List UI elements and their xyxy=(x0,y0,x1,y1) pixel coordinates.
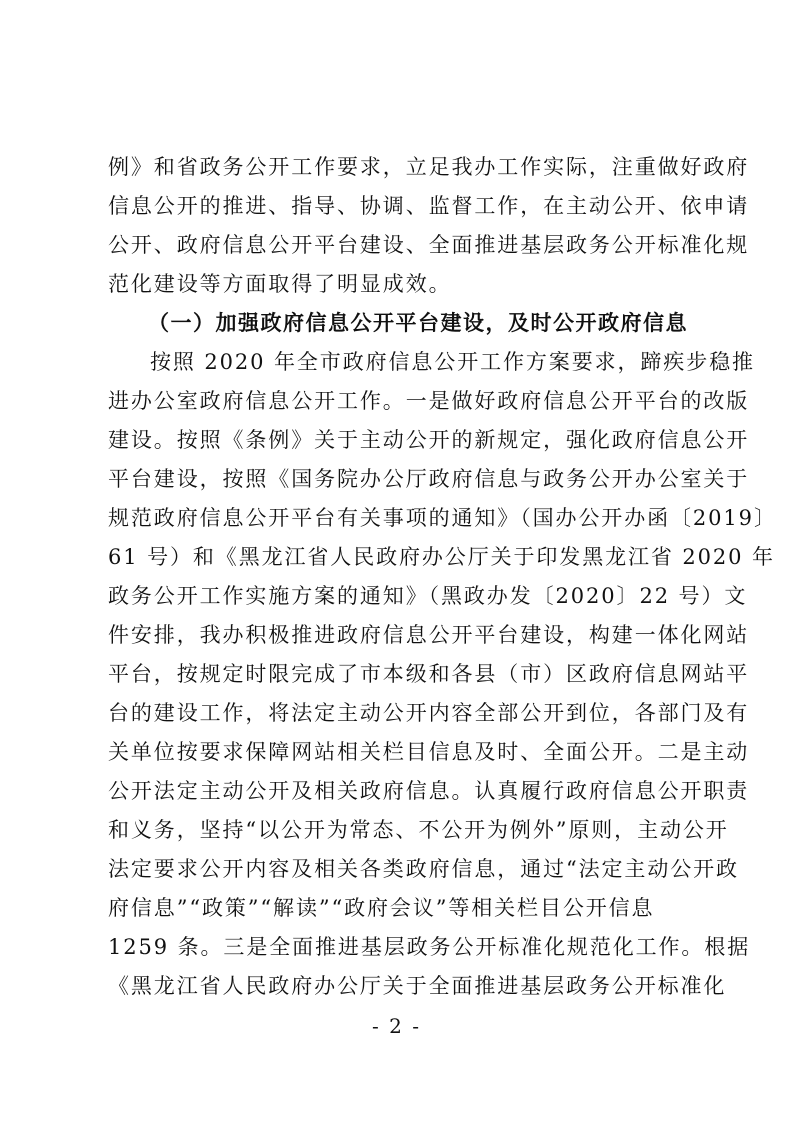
paragraph-line: 进办公室政府信息公开工作。一是做好政府信息公开平台的改版 xyxy=(108,389,750,413)
paragraph-line: 61 号）和《黑龙江省人民政府办公厅关于印发黑龙江省 2020 年 xyxy=(108,545,775,569)
paragraph-line: 和义务，坚持“以公开为常态、不公开为例外”原则，主动公开 xyxy=(108,818,729,842)
paragraph-line: 关单位按要求保障网站相关栏目信息及时、全面公开。二是主动 xyxy=(108,740,750,764)
paragraph-line: 公开法定主动公开及相关政府信息。认真履行政府信息公开职责 xyxy=(108,779,750,803)
section-heading: （一）加强政府信息公开平台建设，及时公开政府信息 xyxy=(148,310,688,335)
paragraph-line: 范化建设等方面取得了明显成效。 xyxy=(108,272,452,296)
paragraph-line: 政务公开工作实施方案的通知》（黑政办发〔2020〕22 号）文 xyxy=(108,584,748,608)
paragraph-line: 建设。按照《条例》关于主动公开的新规定，强化政府信息公开 xyxy=(108,428,750,452)
paragraph-line: 《黑龙江省人民政府办公厅关于全面推进基层政务公开标准化 xyxy=(108,974,727,998)
paragraph-line: 按照 2020 年全市政府信息公开工作方案要求，蹄疾步稳推 xyxy=(150,350,755,374)
paragraph-line: 规范政府信息公开平台有关事项的通知》（国办公开办函〔2019〕 xyxy=(108,506,777,530)
paragraph-line: 台的建设工作，将法定主动公开内容全部公开到位，各部门及有 xyxy=(108,701,750,725)
paragraph-line: 平台，按规定时限完成了市本级和各县（市）区政府信息网站平 xyxy=(108,662,750,686)
paragraph-line: 府信息”“政策”“解读”“政府会议”等相关栏目公开信息 xyxy=(108,896,655,920)
page-number: - 2 - xyxy=(372,1014,421,1038)
paragraph-line: 件安排，我办积极推进政府信息公开平台建设，构建一体化网站 xyxy=(108,623,750,647)
paragraph-line: 1259 条。三是全面推进基层政务公开标准化规范化工作。根据 xyxy=(108,935,751,959)
paragraph-line: 例》和省政务公开工作要求，立足我办工作实际，注重做好政府 xyxy=(108,155,750,179)
paragraph-line: 公开、政府信息公开平台建设、全面推进基层政务公开标准化规 xyxy=(108,233,750,257)
paragraph-line: 平台建设，按照《国务院办公厅政府信息与政务公开办公室关于 xyxy=(108,467,750,491)
paragraph-line: 信息公开的推进、指导、协调、监督工作，在主动公开、依申请 xyxy=(108,194,750,218)
paragraph-line: 法定要求公开内容及相关各类政府信息，通过“法定主动公开政 xyxy=(108,857,739,881)
